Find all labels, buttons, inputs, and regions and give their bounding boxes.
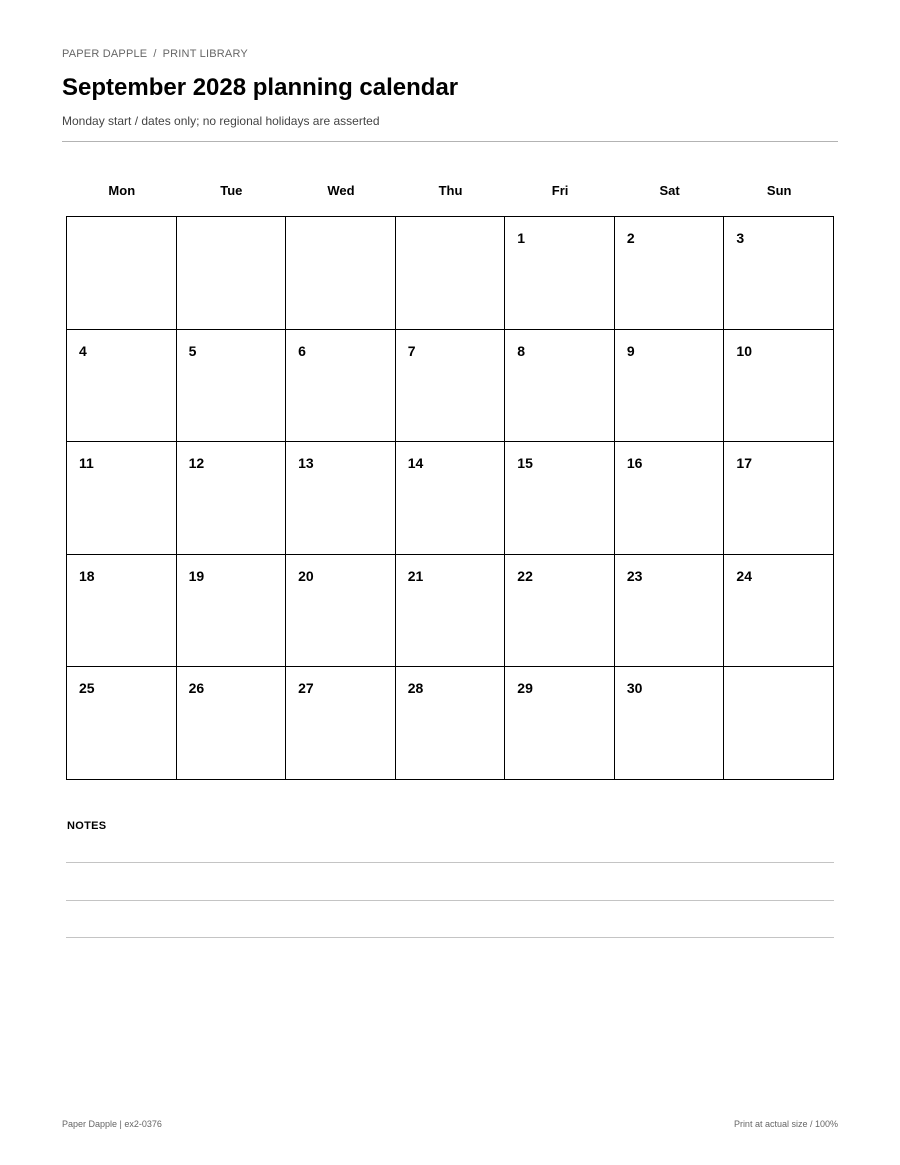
weekday-label: Wed bbox=[327, 183, 355, 198]
day-cell bbox=[505, 555, 615, 668]
day-number: 10 bbox=[736, 342, 752, 359]
day-number: 28 bbox=[407, 680, 424, 697]
day-number: 4 bbox=[79, 342, 87, 359]
day-cell bbox=[286, 442, 396, 555]
header-divider bbox=[62, 141, 838, 142]
weekday-label: Tue bbox=[220, 183, 243, 198]
day-cell bbox=[286, 667, 396, 780]
empty-day-cell bbox=[177, 217, 287, 330]
notes-label: NOTES bbox=[67, 820, 107, 832]
day-number: 13 bbox=[298, 455, 314, 472]
empty-day-cell bbox=[724, 667, 834, 780]
day-cell bbox=[724, 217, 834, 330]
day-cell bbox=[615, 555, 725, 668]
day-cell bbox=[286, 330, 396, 443]
breadcrumb-item-library: PRINT LIBRARY bbox=[162, 48, 248, 60]
day-cell bbox=[505, 667, 615, 780]
day-cell bbox=[396, 442, 506, 555]
day-cell bbox=[615, 330, 725, 443]
day-number: 15 bbox=[517, 455, 533, 472]
day-number: 20 bbox=[298, 567, 314, 584]
footer-source: Paper Dapple | ex2-0376 bbox=[62, 1119, 162, 1129]
day-cell bbox=[505, 330, 615, 443]
breadcrumb-item-brand: PAPER DAPPLE bbox=[62, 48, 148, 60]
notes-line bbox=[66, 900, 834, 901]
day-number: 27 bbox=[298, 680, 314, 697]
day-cell bbox=[177, 330, 287, 443]
breadcrumb-separator: / bbox=[153, 48, 157, 60]
day-cell bbox=[396, 555, 506, 668]
calendar-grid bbox=[66, 216, 834, 780]
day-number: 3 bbox=[736, 230, 745, 246]
day-cell bbox=[67, 442, 177, 555]
day-cell bbox=[177, 442, 287, 555]
day-number: 14 bbox=[407, 455, 424, 472]
day-cell bbox=[724, 555, 834, 668]
day-cell bbox=[615, 217, 725, 330]
day-number: 29 bbox=[517, 680, 533, 697]
day-cell bbox=[67, 555, 177, 668]
day-number: 2 bbox=[626, 230, 635, 246]
empty-day-cell bbox=[286, 217, 396, 330]
day-number: 21 bbox=[407, 567, 424, 584]
day-number: 18 bbox=[79, 567, 95, 584]
day-number: 8 bbox=[517, 342, 526, 359]
day-number: 1 bbox=[517, 230, 526, 246]
day-cell bbox=[177, 667, 287, 780]
day-cell bbox=[177, 555, 287, 668]
footer-print-note: Print at actual size / 100% bbox=[733, 1119, 838, 1129]
day-number: 30 bbox=[626, 680, 643, 697]
day-cell bbox=[286, 555, 396, 668]
empty-day-cell bbox=[396, 217, 506, 330]
day-number: 5 bbox=[188, 342, 197, 359]
day-number: 23 bbox=[626, 567, 643, 584]
day-number: 26 bbox=[188, 680, 205, 697]
day-number: 17 bbox=[736, 455, 752, 472]
day-number: 16 bbox=[626, 455, 643, 472]
weekday-label: Fri bbox=[551, 183, 569, 198]
day-cell bbox=[724, 442, 834, 555]
day-number: 25 bbox=[79, 680, 95, 697]
day-cell bbox=[724, 330, 834, 443]
day-number: 19 bbox=[188, 567, 205, 584]
day-number: 24 bbox=[736, 567, 752, 584]
day-cell bbox=[615, 667, 725, 780]
day-number: 6 bbox=[298, 342, 306, 359]
weekday-label: Sun bbox=[766, 183, 792, 198]
weekday-label: Sat bbox=[659, 183, 680, 198]
day-cell bbox=[67, 330, 177, 443]
day-number: 9 bbox=[626, 342, 635, 359]
page-title: September 2028 planning calendar bbox=[62, 74, 459, 101]
day-cell bbox=[396, 330, 506, 443]
day-cell bbox=[67, 667, 177, 780]
day-cell bbox=[505, 217, 615, 330]
day-cell bbox=[505, 442, 615, 555]
page-subtitle: Monday start / dates only; no regional holidays are asserted bbox=[62, 114, 380, 128]
day-cell bbox=[615, 442, 725, 555]
breadcrumb bbox=[62, 48, 248, 60]
weekday-header-row bbox=[67, 183, 834, 198]
notes-line bbox=[66, 862, 834, 863]
day-number: 12 bbox=[188, 455, 205, 472]
day-number: 7 bbox=[407, 342, 416, 359]
day-number: 11 bbox=[79, 455, 94, 472]
day-cell bbox=[396, 667, 506, 780]
weekday-label: Thu bbox=[438, 183, 463, 198]
weekday-label: Mon bbox=[108, 183, 136, 198]
day-number: 22 bbox=[517, 567, 533, 584]
empty-day-cell bbox=[67, 217, 177, 330]
notes-line bbox=[66, 937, 834, 938]
